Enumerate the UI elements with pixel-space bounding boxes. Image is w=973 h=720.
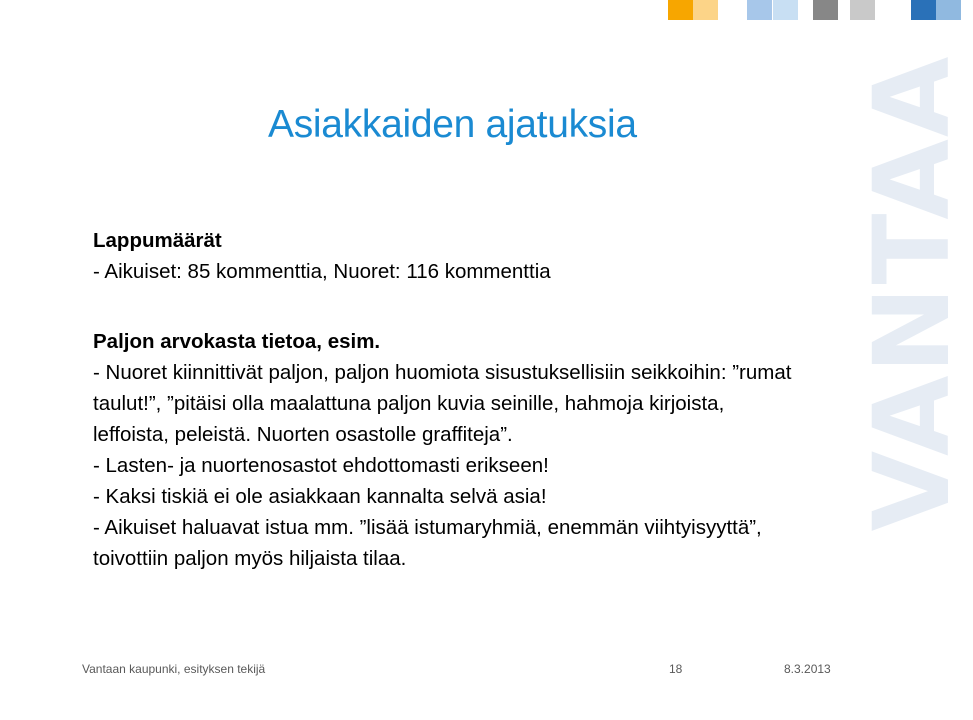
decor-square <box>773 0 798 20</box>
comment-counts-line: - Aikuiset: 85 kommenttia, Nuoret: 116 kommenttia <box>93 260 551 283</box>
slide-content <box>93 225 793 574</box>
insight-item: - Lasten- ja nuortenosastot ehdottomasti erikseen! <box>93 454 549 477</box>
decor-square <box>668 0 693 20</box>
brand-watermark: VANTAA <box>851 54 973 532</box>
section-heading-counts: Lappumäärät <box>93 229 222 252</box>
insight-item: - Nuoret kiinnittivät paljon, paljon huomiota sisustuksellisiin seikkoihin: ”rumat taulut!”, ”pitäisi olla maalattuna paljon kuvia seinille, hahmoja kirjoista, leffoista, peleistä. Nuorten osastolle graffiteja”. <box>93 361 792 446</box>
footer-page-number: 18 <box>669 662 683 676</box>
section-heading-insights: Paljon arvokasta tietoa, esim. <box>93 330 381 353</box>
insight-item: - Kaksi tiskiä ei ole asiakkaan kannalta selvä asia! <box>93 485 547 508</box>
decor-square <box>693 0 718 20</box>
decor-square <box>850 0 875 20</box>
slide-title: Asiakkaiden ajatuksia <box>268 103 637 146</box>
insight-item: - Aikuiset haluavat istua mm. ”lisää istumaryhmiä, enemmän viihtyisyyttä”, toivottiin paljon myös hiljaista tilaa. <box>93 516 762 570</box>
decor-square <box>911 0 936 20</box>
footer-date: 8.3.2013 <box>784 662 831 676</box>
brand-watermark-area <box>851 54 973 532</box>
section-spacer <box>93 287 793 326</box>
decor-square <box>813 0 838 20</box>
footer-organization: Vantaan kaupunki, esityksen tekijä <box>82 662 266 676</box>
decor-square <box>747 0 772 20</box>
decor-square <box>936 0 961 20</box>
